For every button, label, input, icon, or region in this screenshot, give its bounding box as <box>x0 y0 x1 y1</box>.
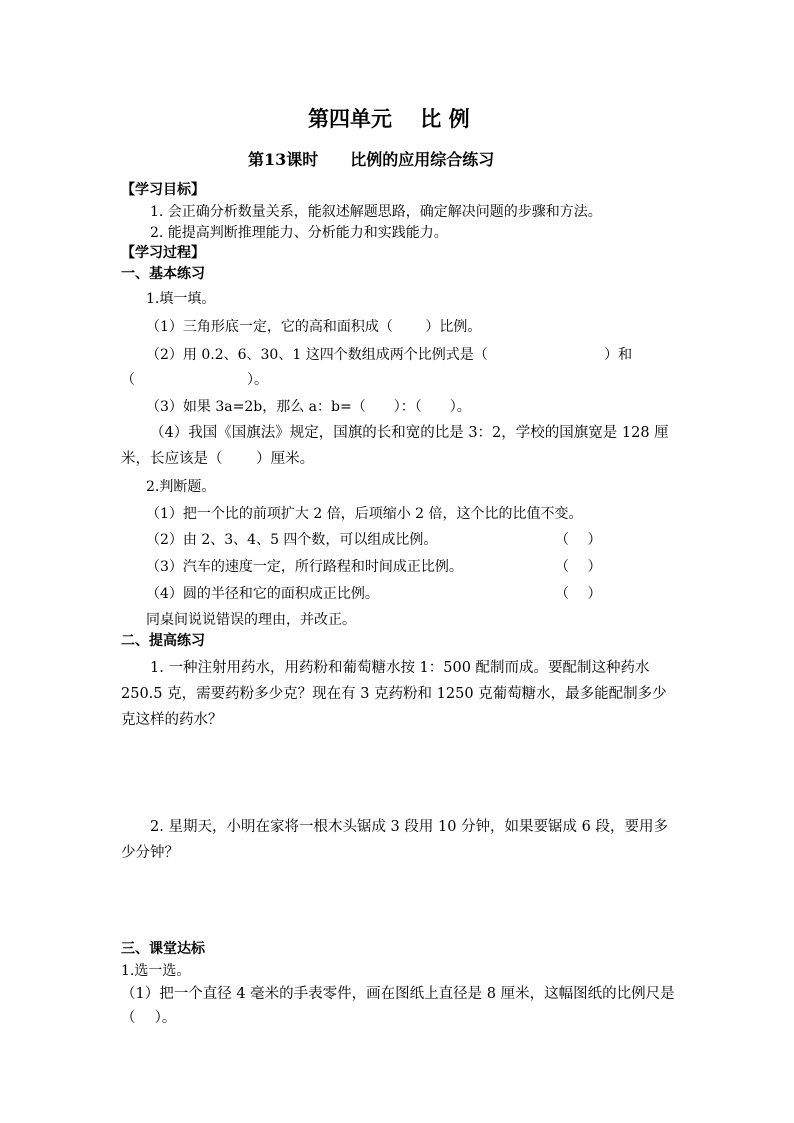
judge-item <box>146 504 583 524</box>
fill-question-2: （2）用 0.2、6、30、1 这四个数组成两个比例式是（ ）和 <box>146 347 633 363</box>
judge-answer-paren: （ ） <box>555 559 602 575</box>
judge-item <box>146 557 463 577</box>
judge-note: 同桌间说说错误的理由，并改正。 <box>146 612 356 628</box>
choose-title: 1.选一选。 <box>121 963 191 979</box>
goal-item: 1. 会正确分析数量关系，能叙述解题思路，确定解决问题的步骤和方法。 <box>150 204 602 220</box>
fill-question-1: （1）三角形底一定，它的高和面积成（ ）比例。 <box>146 319 482 335</box>
process-header: 【学习过程】 <box>121 245 205 261</box>
fill-question-4: （4）我国《国旗法》规定，国旗的长和宽的比是 3：2，学校的国旗宽是 128 厘米，长应该是（ ）厘米。 <box>121 425 669 467</box>
fill-question-2-cont: （ ）。 <box>121 372 268 388</box>
fill-title: 1.填一填。 <box>146 291 216 307</box>
goal-item: 2. 能提高判断推理能力、分析能力和实践能力。 <box>150 225 448 241</box>
judge-answer-paren: （ ） <box>555 532 602 548</box>
section-heading-check: 三、课堂达标 <box>121 941 205 957</box>
section-heading-basic: 一、基本练习 <box>121 266 205 282</box>
goals-header: 【学习目标】 <box>121 182 205 198</box>
choose-question-1: （1）把一个直径 4 毫米的手表零件，画在图纸上直径是 8 厘米，这幅图纸的比例尺是（ ）。 <box>121 986 675 1026</box>
page-title: 第四单元 比 例 <box>308 106 470 131</box>
fill-question-3: （3）如果 3a=2b，那么 a：b=（ ）：（ ）。 <box>146 399 471 415</box>
judge-item-text: （1）把一个比的前项扩大 2 倍，后项缩小 2 倍，这个比的比值不变。 <box>146 506 583 522</box>
judge-item <box>146 530 437 550</box>
judge-item-text: （2）由 2、3、4、5 四个数，可以组成比例。 <box>146 532 438 548</box>
judge-item-text: （4）圆的半径和它的面积成正比例。 <box>146 586 379 602</box>
problem-1: 1. 一种注射用药水，用药粉和葡萄糖水按 1：500 配制而成。要配制这种药水 250.5 克，需要药粉多少克？现在有 3 克药粉和 1250 克葡萄糖水，最多能配制多少克这样的药水？ <box>121 660 667 728</box>
problem-2: 2. 星期天，小明在家将一根木头锯成 3 段用 10 分钟，如果要锯成 6 段，要用多少分钟？ <box>121 819 668 861</box>
judge-title: 2.判断题。 <box>146 479 216 495</box>
section-heading-advanced: 二、提高练习 <box>121 633 205 649</box>
judge-answer-paren: （ ） <box>555 586 602 602</box>
judge-item-text: （3）汽车的速度一定，所行路程和时间成正比例。 <box>146 559 463 575</box>
lesson-subtitle: 第13课时 比例的应用综合练习 <box>248 150 495 169</box>
judge-item <box>146 584 379 604</box>
